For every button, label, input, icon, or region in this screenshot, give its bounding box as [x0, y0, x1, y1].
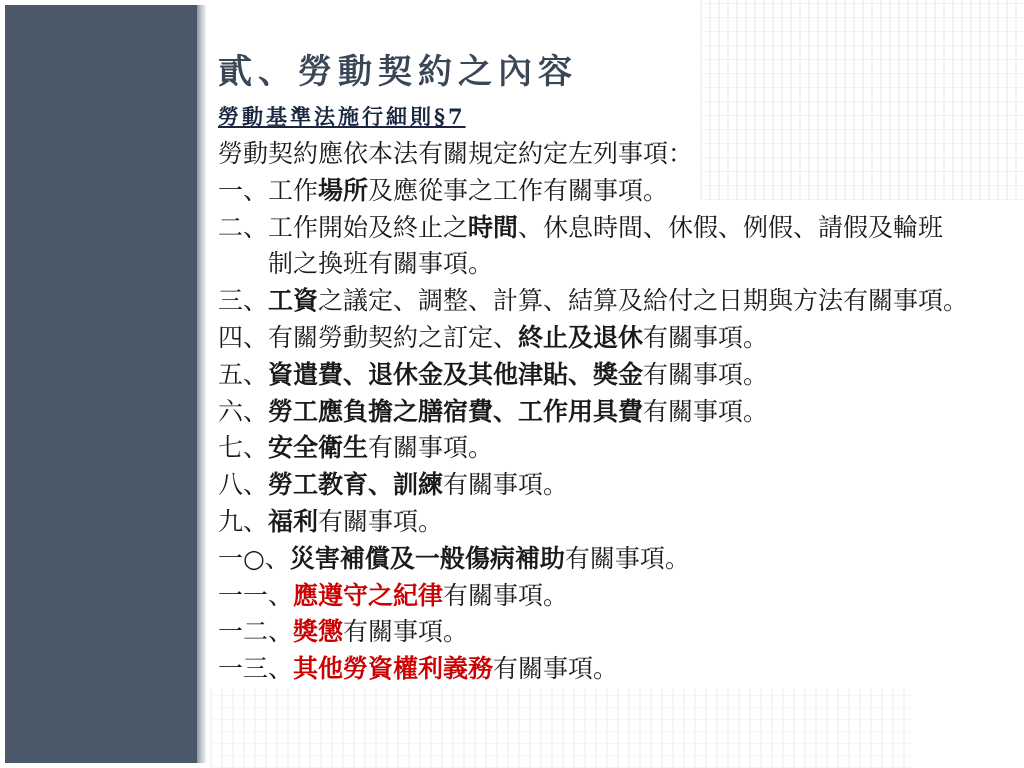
item-segment: 有關事項。 — [493, 654, 619, 684]
sidebar-edge-highlight — [197, 5, 206, 763]
item-segment-bold: 工資 — [268, 286, 319, 316]
item-segment: 工作 — [268, 175, 319, 205]
item-segment: 有關事項。 — [443, 580, 569, 610]
item-number: 六、 — [218, 396, 269, 426]
item-text — [268, 467, 568, 504]
background-pattern-bottom — [210, 688, 910, 768]
list-item-2 — [218, 210, 1008, 284]
item-text — [268, 283, 968, 320]
item-segment-bold: 災害補償及一般傷病補助 — [289, 543, 565, 573]
item-text — [268, 210, 943, 284]
list-item-6 — [218, 394, 1008, 431]
slide-title: 貳、勞動契約之內容 — [218, 52, 578, 92]
item-segment-red: 其他勞資權利義務 — [293, 654, 494, 684]
item-text — [293, 651, 618, 688]
item-text — [290, 541, 690, 578]
slide-subtitle: 勞動基準法施行細則§7 — [218, 104, 466, 129]
item-text — [268, 320, 768, 357]
slide-body — [218, 136, 1008, 688]
list-item-7 — [218, 430, 1008, 467]
item-segment-red: 獎懲 — [293, 617, 344, 647]
item-number: 一一、 — [218, 580, 294, 610]
list-item-5 — [218, 357, 1008, 394]
list-item-13 — [218, 651, 1008, 688]
item-segment-bold: 勞工應負擔之膳宿費、工作用具費 — [268, 396, 644, 426]
item-segment-bold: 終止及退休 — [518, 322, 644, 352]
list-item-4 — [218, 320, 1008, 357]
item-segment-bold: 資遣費、退休金及其他津貼、獎金 — [268, 359, 644, 389]
item-segment: 有關事項。 — [564, 543, 690, 573]
item-segment-bold: 安全衛生 — [268, 433, 369, 463]
item-number: 三、 — [218, 286, 269, 316]
item-number: 一二、 — [218, 617, 294, 647]
left-sidebar-panel — [5, 5, 197, 763]
item-segment: 有關事項。 — [643, 322, 769, 352]
list-item-8 — [218, 467, 1008, 504]
item-text — [268, 504, 443, 541]
item-segment: 之議定、調整、計算、結算及給付之日期與方法有關事項。 — [318, 286, 969, 316]
item-number: 四、 — [218, 322, 269, 352]
item-segment: 有關事項。 — [368, 433, 494, 463]
item-segment: 有關事項。 — [643, 359, 769, 389]
item-text — [268, 173, 668, 210]
item-segment: 及應從事之工作有關事項。 — [368, 175, 669, 205]
item-text — [293, 614, 468, 651]
intro-line: 勞動契約應依本法有關規定約定左列事項： — [218, 139, 694, 168]
list-item-12 — [218, 614, 1008, 651]
item-number: 一○、 — [218, 543, 290, 573]
item-segment-bold: 勞工教育、訓練 — [268, 470, 444, 500]
item-number: 八、 — [218, 470, 269, 500]
list-item-9 — [218, 504, 1008, 541]
list-item-10 — [218, 541, 1008, 578]
item-segment-continuation: 制之換班有關事項。 — [268, 249, 494, 279]
list-item-3 — [218, 283, 1008, 320]
item-number: 二、 — [218, 212, 269, 242]
list-item-1 — [218, 173, 1008, 210]
item-text — [268, 394, 768, 431]
item-number: 九、 — [218, 506, 269, 536]
item-text — [268, 430, 493, 467]
item-segment: 有關事項。 — [443, 470, 569, 500]
item-number: 一三、 — [218, 654, 294, 684]
item-segment: 有關事項。 — [343, 617, 469, 647]
item-segment-bold: 時間 — [468, 212, 519, 242]
item-segment: 有關勞動契約之訂定、 — [268, 322, 519, 352]
item-text — [268, 357, 768, 394]
item-number: 七、 — [218, 433, 269, 463]
item-segment: 有關事項。 — [643, 396, 769, 426]
item-text — [293, 578, 568, 615]
item-segment-bold: 福利 — [268, 506, 319, 536]
item-segment: 、休息時間、休假、例假、請假及輪班 — [518, 212, 944, 242]
item-segment: 工作開始及終止之 — [268, 212, 469, 242]
item-number: 一、 — [218, 175, 269, 205]
list-item-11 — [218, 578, 1008, 615]
item-segment-bold: 場所 — [318, 175, 369, 205]
item-segment-red: 應遵守之紀律 — [293, 580, 444, 610]
item-number: 五、 — [218, 359, 269, 389]
item-segment: 有關事項。 — [318, 506, 444, 536]
